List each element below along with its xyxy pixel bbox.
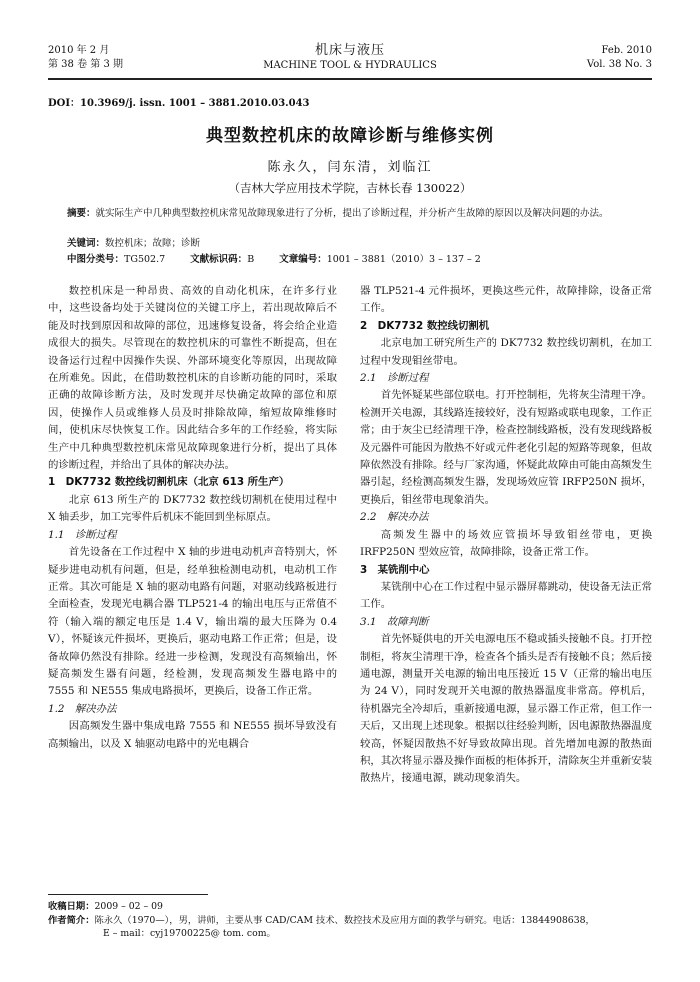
header-right <box>492 44 652 72</box>
section-3-1-text: 首先怀疑供电的开关电源电压不稳或插头接触不良。打开控制柜，将灰尘清理干净，检查各个插头是否有接触不良；然后接通电源，测量开关电源的输出电压接近 15 V（正常的输出电压为 24 V），同时发现开关电源的散热器温度非常高。停机后，待机器完全冷却后，重新接通电源，显示器工作正常，但工作一天后，又出现上述现象。根据以往经验判断，因电源散热器温度较高，怀疑因散热不好导致故障出现。首先增加电源的散热面积，其次将显示器及操作面板的柜体拆开，清除灰尘并重新安装散热片，接通电源，跳动现象消失。 <box>360 633 652 785</box>
continued-paragraph: 器 TLP521-4 元件损坏，更换这些元件，故障排除，设备正常工作。 <box>360 285 652 315</box>
keywords-label: 关键词： <box>67 238 106 249</box>
clc-label: 中图分类号： <box>67 254 125 265</box>
header-volume-en: Vol. 38 No. 3 <box>586 59 652 70</box>
section-2-heading: 2 DK7732 数控线切割机 <box>360 319 490 332</box>
intro-paragraph: 数控机床是一种昂贵、高效的自动化机床，在许多行业中，这些设备均处于关键岗位的关键工序上，若出现故障后不能及时找到原因和故障的部位，迅速修复设备，将会给企业造成很大的损失。尽管现在的数控机床的可靠性不断提高，但在设备运行过程中因操作失误、外部环境变化等原因，出现故障在所难免。因此，在借助数控机床的自诊断功能的同时，采取正确的故障诊断方法，及时发现并尽快确定故障的部位和原因，使操作人员或维修人员及时排除故障，缩短故障维修时间，使机床尽快恢复工作。因此结合多年的工作经验，将实际生产中几种典型数控机床常见故障现象进行分析，提出了具体的诊断过程，并给出了具体的解决办法。 <box>48 285 337 472</box>
received-value: 2009 – 02 – 09 <box>94 901 163 912</box>
section-2-text: 北京电加工研究所生产的 DK7732 数控线切割机，在加工过程中发现钼丝带电。 <box>360 337 652 367</box>
header-date-en: Feb. 2010 <box>601 45 652 56</box>
section-1-1-heading: 1.1 诊断过程 <box>48 528 117 541</box>
bio-label: 作者简介： <box>48 914 95 926</box>
journal-name-en: MACHINE TOOL & HYDRAULICS <box>263 60 437 71</box>
paper-authors: 陈永久，闫东清，刘临江 <box>267 160 433 175</box>
right-column <box>360 283 652 788</box>
header-left <box>48 44 208 72</box>
section-3-heading: 3 某铣削中心 <box>360 563 430 576</box>
classification-line <box>48 253 652 267</box>
journal-name-cn: 机床与液压 <box>314 43 385 58</box>
keywords-text: 数控机床；故障；诊断 <box>105 238 201 249</box>
section-2-2-text: 高频发生器中的场效应管损坏导致钼丝带电，更换 IRFP250N 型效应管，故障排除，设备正常工作。 <box>360 528 652 559</box>
article-value: 1001 – 3881（2010）3 – 137 – 2 <box>326 254 481 265</box>
paper-title: 典型数控机床的故障诊断与维修实例 <box>206 126 494 146</box>
section-3-text: 某铣削中心在工作过程中显示器屏幕跳动，使设备无法正常工作。 <box>360 580 652 611</box>
header-rule <box>48 78 652 80</box>
left-column <box>48 283 337 753</box>
section-2-2-heading: 2.2 解决办法 <box>360 511 429 524</box>
abstract <box>48 207 652 221</box>
section-2-1-text: 首先怀疑某些部位联电。打开控制柜，先将灰尘清理干净。检测开关电源，其线路连接较好，没有短路或联电现象，工作正常；由于灰尘已经清理干净，检查控制线路板，没有发现线路板及元器件可能因为散热不好或元件老化引起的短路等现象，但故障依然没有排除。经与厂家沟通，怀疑此故障由可能由高频发生器引起，经检测高频发生器，发现场效应管 IRFP250N 损坏，更换后，钼丝带电现象消失。 <box>360 389 652 506</box>
header-volume: 第 38 卷 第 3 期 <box>48 59 123 70</box>
doccode-value: B <box>247 254 255 265</box>
bio-line <box>48 914 652 928</box>
abstract-text: 就实际生产中几种典型数控机床常见故障现象进行了分析，提出了诊断过程，并分析产生故障的原因以及解决问题的办法。 <box>95 208 609 219</box>
article-label: 文章编号： <box>279 254 327 265</box>
section-1-2-text: 因高频发生器中集成电路 7555 和 NE555 损坏导致没有高频输出，以及 X 轴驱动电路中的光电耦合 <box>48 720 337 750</box>
received-line <box>48 900 652 914</box>
section-1-heading: 1 DK7732 数控线切割机床（北京 613 所生产） <box>48 476 290 489</box>
footnote-rule <box>48 894 208 895</box>
section-2-1-heading: 2.1 诊断过程 <box>360 372 429 385</box>
section-1-1-text: 首先设备在工作过程中 X 轴的步进电动机声音特别大，怀疑步进电动机有问题，但是，经单独检测电动机，电动机工作正常。其次可能是 X 轴的驱动电路有问题，对驱动线路板进行全面检查，发现光电耦合器 TLP521-4 的输出电压与正常值不符（输入端的额定电压是 1.4 V，输出端的最大压降为 0.4 V），怀疑该元件损坏，更换后，驱动电路工作正常；但是，设备故障仍然没有排除。经进一步检测，发现没有高频输出，怀疑高频发生器有问题，经检测，发现高频发生器电路中的 7555 和 NE555 集成电路损坏，更换后，设备工作正常。 <box>48 546 337 698</box>
doccode-label: 文献标识码： <box>190 254 248 265</box>
email-line: E – mail：cyj19700225@ tom. com。 <box>103 928 276 939</box>
keywords <box>48 237 652 251</box>
section-1-2-heading: 1.2 解决办法 <box>48 702 117 715</box>
paper-affiliation: （吉林大学应用技术学院，吉林长春 130022） <box>228 181 472 195</box>
abstract-label: 摘要： <box>67 208 96 219</box>
bio-text: 陈永久（1970—），男，讲师，主要从事 CAD/CAM 技术、数控技术及应用方面的教学与研究。电话：13844908638， <box>94 914 595 926</box>
header-date: 2010 年 2 月 <box>48 45 110 56</box>
received-label: 收稿日期： <box>48 901 95 912</box>
header-journal <box>200 42 500 73</box>
clc-value: TG502.7 <box>124 254 166 265</box>
section-3-1-heading: 3.1 故障判断 <box>360 615 429 628</box>
section-1-text: 北京 613 所生产的 DK7732 数控线切割机在使用过程中 X 轴丢步，加工完零件后机床不能回到坐标原点。 <box>48 493 337 524</box>
doi: DOI：10.3969/j. issn. 1001 – 3881.2010.03.043 <box>48 98 310 109</box>
footnote <box>48 900 652 941</box>
